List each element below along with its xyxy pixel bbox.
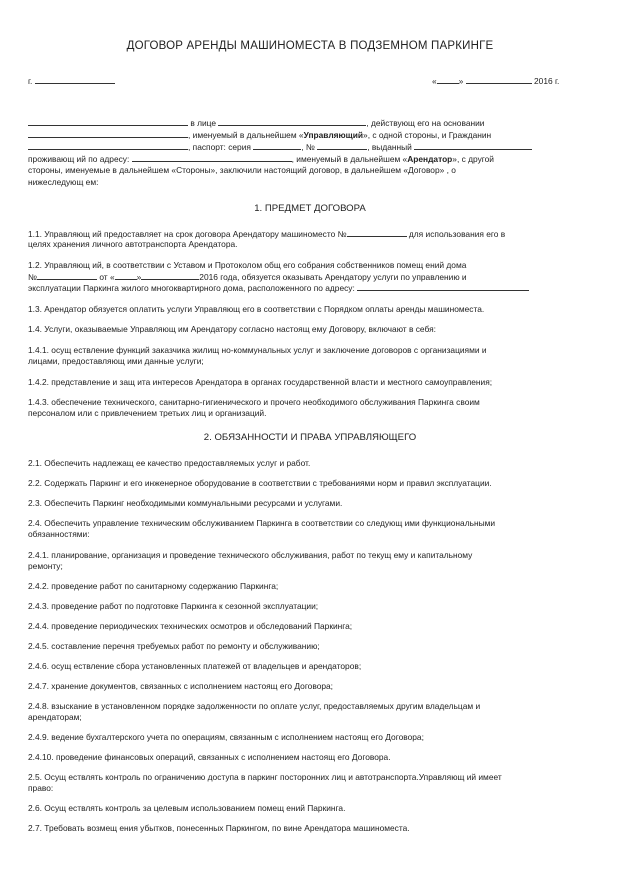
preamble-line-4: [28, 153, 594, 165]
document-title: ДОГОВОР АРЕНДЫ МАШИНОМЕСТА В ПОДЗЕМНОМ ПАРКИНГЕ: [126, 40, 494, 52]
section-1-heading: 1. ПРЕДМЕТ ДОГОВОРА: [254, 203, 366, 214]
clause-1-2-address-text: эксплуатации Паркинга жилого многоквартирного дома, расположенного по адресу:: [28, 283, 355, 293]
named-text-2: , именуемый в дальнейшем «: [291, 154, 408, 164]
acting-basis-text: , действующ его на основании: [366, 118, 485, 128]
clause-2-4-8: 2.4.8. взыскание в установленном порядке задолженности по оплате услуг, предоставляемых другим владельцам и: [28, 701, 481, 711]
clause-2-1: 2.1. Обеспечить надлежащ ее качество предоставляемых услуг и работ.: [28, 458, 311, 468]
preamble-line-5: стороны, именуемые в дальнейшем «Стороны», заключили настоящий договор, в дальнейшем «Договор» , о: [28, 165, 456, 175]
preamble-line-6: нижеследующ ем:: [28, 177, 99, 187]
clause-1-3: 1.3. Арендатор обязуется оплатить услуги Управляющ его в соответствии с Порядком оплаты аренды машиноместа.: [28, 304, 485, 314]
day-blank[interactable]: [437, 75, 459, 84]
clause-2-4-9: 2.4.9. ведение бухгалтерского учета по операциям, связанным с исполнением настоящ его Договора;: [28, 732, 424, 742]
in-person-text: в лице: [190, 118, 217, 128]
clause-2-5-cont: право:: [28, 783, 54, 793]
named-text: , именуемый в дальнейшем «: [188, 130, 304, 140]
clause-1-1-tail: для использования его в: [408, 229, 506, 239]
clause-2-3: 2.3. Обеспечить Паркинг необходимыми коммунальными ресурсами и услугами.: [28, 498, 343, 508]
clause-2-4-1-cont: ремонту;: [28, 561, 63, 571]
clause-2-4-cont: обязанностями:: [28, 529, 90, 539]
clause-2-4-1: 2.4.1. планирование, организация и проведение технического обслуживания, работ по текущ ему и капитальному: [28, 550, 473, 560]
clause-2-4-10: 2.4.10. проведение финансовых операций, связанных с исполнением настоящ его Договора.: [28, 752, 391, 762]
clause-2-4-7: 2.4.7. хранение документов, связанных с исполнением настоящ его Договора;: [28, 681, 333, 691]
citizen-name-blank[interactable]: [28, 141, 188, 150]
protocol-day-blank[interactable]: [115, 271, 137, 280]
city-blank[interactable]: [35, 75, 115, 84]
date-quote-close: »: [458, 76, 464, 86]
basis-blank[interactable]: [28, 129, 188, 138]
protocol-month-blank[interactable]: [141, 271, 199, 280]
clause-1-2: 1.2. Управляющ ий, в соответствии с Уставом и Протоколом общ его собрания собственников помещ ений дома: [28, 260, 467, 270]
representative-blank[interactable]: [218, 117, 366, 126]
clause-1-2-line3: [28, 282, 594, 294]
protocol-quote-close: »: [136, 272, 142, 282]
city-prefix: г.: [28, 76, 33, 86]
number-sign-text: , №: [301, 142, 315, 152]
clause-2-4-3: 2.4.3. проведение работ по подготовке Паркинга к сезонной эксплуатации;: [28, 601, 319, 611]
section-2-heading: 2. ОБЯЗАННОСТИ И ПРАВА УПРАВЛЯЮЩЕГО: [203, 432, 417, 443]
parking-number-blank[interactable]: [347, 228, 407, 237]
clause-2-2: 2.2. Содержать Паркинг и его инженерное оборудование в соответствии с требованиями норм и правил эксплуатации.: [28, 478, 492, 488]
clause-1-4-1: 1.4.1. осущ ествление функций заказчика жилищ но-коммунальных услуг и заключение договоров с организациями и: [28, 345, 487, 355]
protocol-number-sign: №: [28, 272, 37, 282]
issued-text: , выданный: [367, 142, 412, 152]
date-quote-open: «: [432, 76, 437, 86]
year-suffix: 2016 г.: [534, 76, 560, 86]
address-blank[interactable]: [132, 153, 292, 162]
city-line: [28, 75, 115, 86]
tenant-label: Арендатор: [407, 154, 453, 164]
passport-series-blank[interactable]: [253, 141, 301, 150]
building-address-blank[interactable]: [357, 282, 529, 291]
one-side-text: », с одной стороны, и Гражданин: [363, 130, 492, 140]
clause-2-4-4: 2.4.4. проведение периодических технических осмотров и обследований Паркинга;: [28, 621, 353, 631]
clause-1-4-1-cont: лицами, предоставляющ ими данные услуги;: [28, 356, 204, 366]
residing-text: проживающ ий по адресу:: [28, 154, 130, 164]
protocol-from-text: от «: [99, 272, 115, 282]
clause-1-4: 1.4. Услуги, оказываемые Управляющ им Арендатору согласно настоящ ему Договору, включают в себя:: [28, 324, 436, 334]
company-blank[interactable]: [28, 117, 188, 126]
preamble-line-1: [28, 117, 594, 129]
protocol-number-blank[interactable]: [37, 271, 97, 280]
clause-1-4-2: 1.4.2. представление и защ ита интересов Арендатора в органах государственной власти и местного самоуправления;: [28, 377, 493, 387]
clause-2-7: 2.7. Требовать возмещ ения убытков, понесенных Паркингом, по вине Арендатора машиноместа.: [28, 823, 410, 833]
clause-1-1-cont: целях хранения личного автотранспорта Арендатора.: [28, 239, 238, 249]
clause-2-4: 2.4. Обеспечить управление техническим обслуживанием Паркинга в соответствии со следующ ими функциональными: [28, 518, 496, 528]
clause-2-6: 2.6. Осущ ествлять контроль за целевым использованием помещ ений Паркинга.: [28, 803, 346, 813]
clause-1-1-text: 1.1. Управляющ ий предоставляет на срок договора Арендатору машиноместо №: [28, 229, 347, 239]
issued-by-blank[interactable]: [414, 141, 532, 150]
month-blank[interactable]: [466, 75, 532, 84]
date-line: [432, 75, 559, 86]
manager-label: Управляющий: [303, 130, 364, 140]
preamble-line-3: [28, 141, 594, 153]
passport-series-text: , паспорт: серия: [188, 142, 251, 152]
clause-1-2-rest: 2016 года, обязуется оказывать Арендатору услуги по управлению и: [199, 272, 467, 282]
clause-1-4-3: 1.4.3. обеспечение технического, санитарно-гигиенического и прочего необходимого обслуживания Паркинга своим: [28, 397, 480, 407]
clause-2-4-2: 2.4.2. проведение работ по санитарному содержанию Паркинга;: [28, 581, 279, 591]
clause-2-4-8-cont: арендаторам;: [28, 712, 82, 722]
clause-2-5: 2.5. Осущ ествлять контроль по ограничению доступа в паркинг посторонних лиц и автотранспорта.Управляющ ий имеет: [28, 772, 502, 782]
preamble-line-2: [28, 129, 594, 141]
clause-2-4-6: 2.4.6. осущ ествление сбора установленных платежей от владельцев и арендаторов;: [28, 661, 362, 671]
passport-number-blank[interactable]: [317, 141, 367, 150]
clause-2-4-5: 2.4.5. составление перечня требуемых работ по ремонту и обслуживанию;: [28, 641, 320, 651]
clause-1-4-3-cont: персоналом или с привлечением третьих лиц и организаций.: [28, 408, 267, 418]
other-side-text: », с другой: [452, 154, 494, 164]
